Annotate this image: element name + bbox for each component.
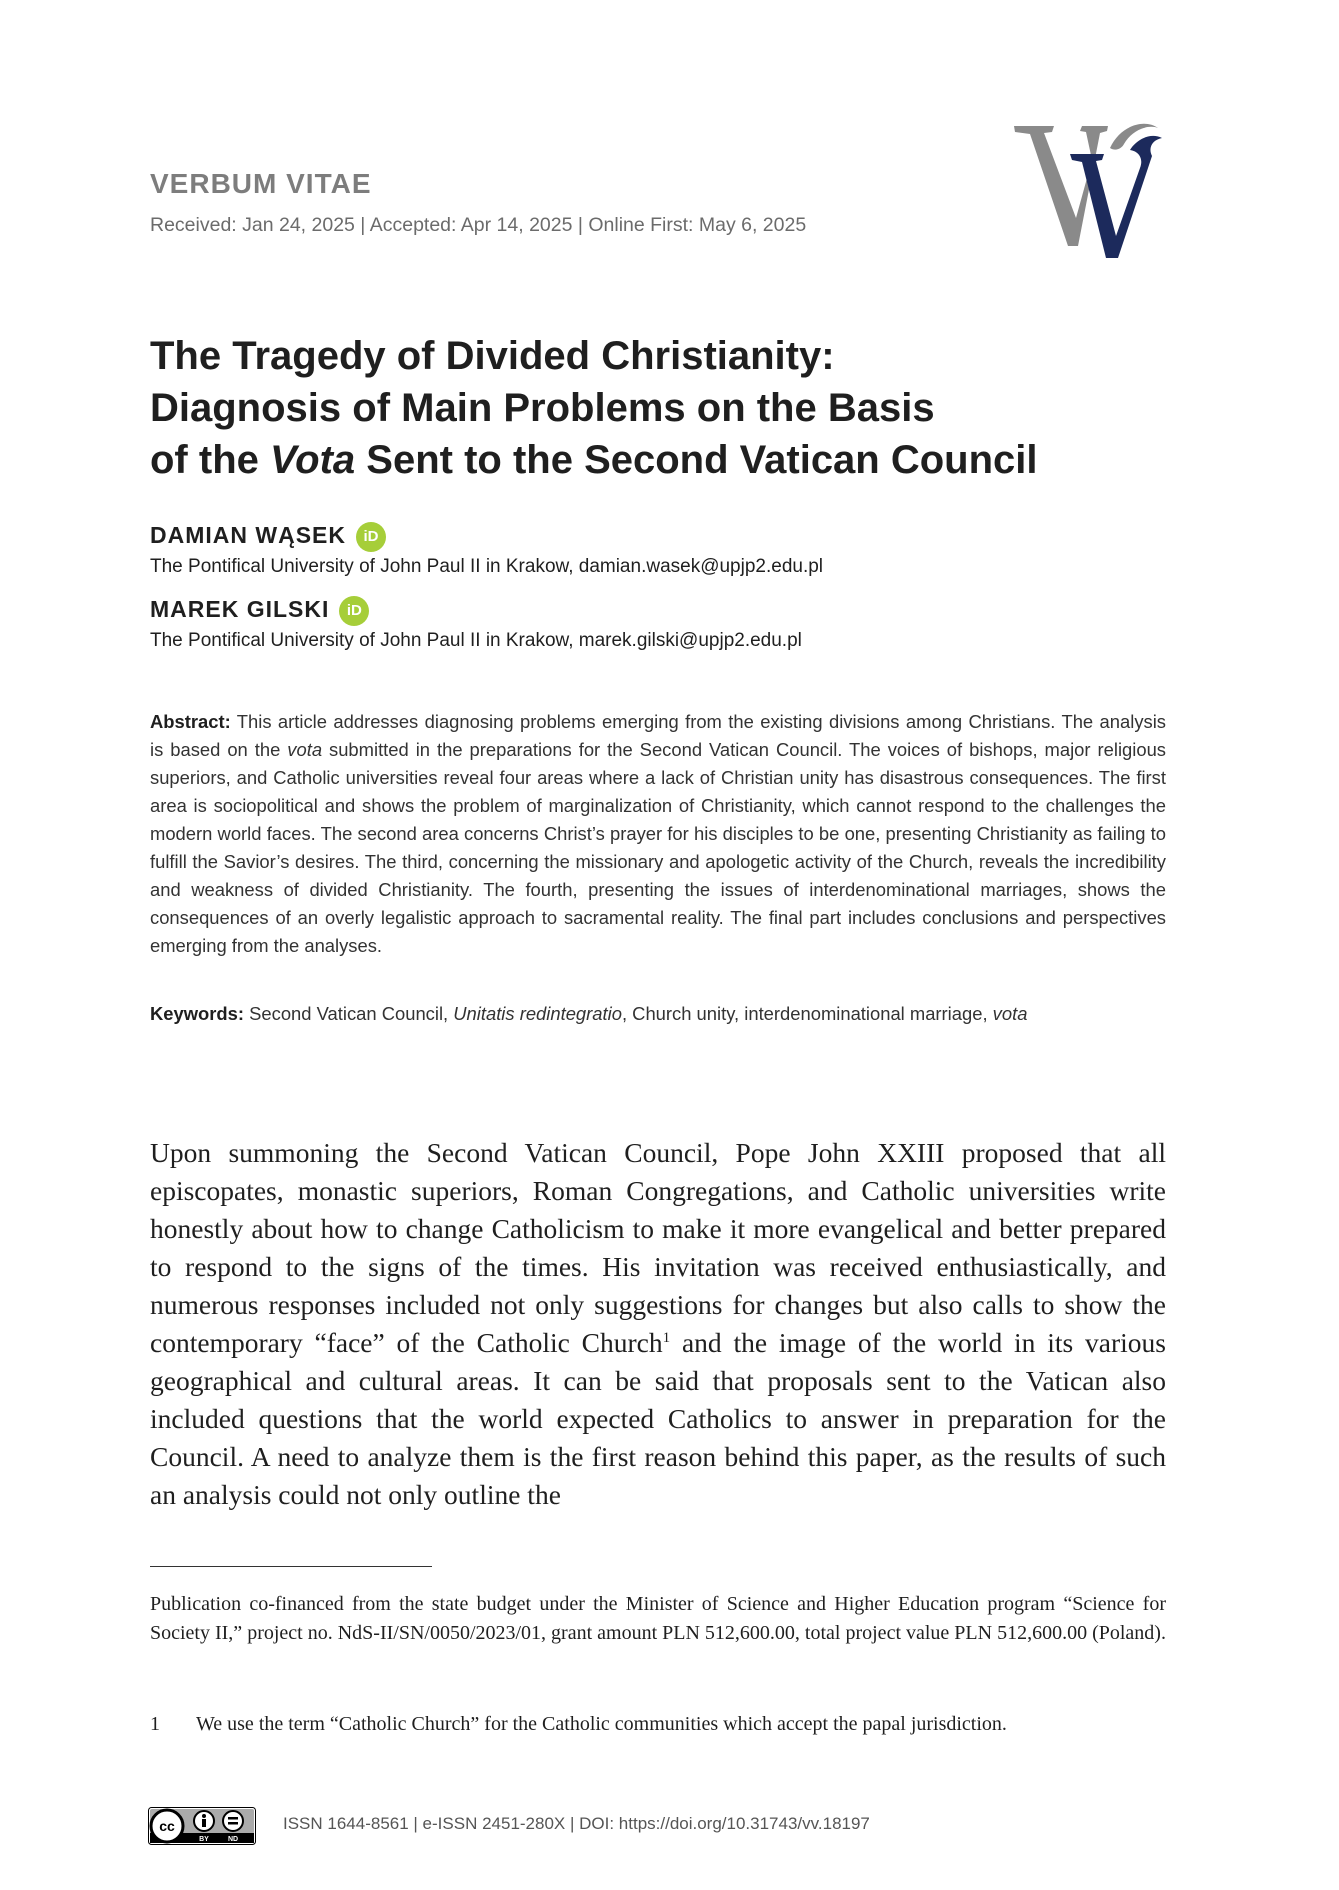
footnote-divider xyxy=(150,1566,432,1567)
keywords-italic-a: Unitatis redintegratio xyxy=(453,1003,622,1024)
funding-note: Publication co-financed from the state budget under the Minister of Science and Higher Education program “Science for Society II,” project no. NdS-II/SN/0050/2023/01, grant amount PLN 512,600.00, total project value PLN 512,600.00 (Poland). xyxy=(150,1593,1166,1644)
orcid-icon[interactable]: iD xyxy=(339,596,369,626)
abstract-text-a: This article addresses diagnosing problems emerging from the existing divisions among Christians. The analysis is based on the xyxy=(150,711,1166,760)
title-line-2: Diagnosis of Main Problems on the Basis xyxy=(150,386,935,430)
title-line-3 xyxy=(150,434,1200,486)
article-title xyxy=(150,330,1200,486)
author-1-name xyxy=(150,522,386,552)
publication-dates: Received: Jan 24, 2025 | Accepted: Apr 14, 2025 | Online First: May 6, 2025 xyxy=(150,214,807,236)
title-italic-vota: Vota xyxy=(269,438,356,482)
body-text-a: Upon summoning the Second Vatican Council, Pope John XXIII proposed that all episcopates, monastic superiors, Roman Congregations, and Catholic universities write honestly about how to change Catholicism to make it more evangelical and better prepared to respond to the signs of the times. His invitation was received enthusiastically, and numerous responses included not only suggestions for changes but also calls to show the contemporary “face” of the Catholic Church xyxy=(150,1137,1166,1358)
journal-name: VERBUM VITAE xyxy=(150,168,372,199)
svg-text:ND: ND xyxy=(227,1836,239,1843)
abstract xyxy=(150,708,1166,960)
body-text-b: and the image of the world in its various geographical and cultural areas. It can be said that proposals sent to the Vatican also included questions that the world expected Catholics to answer in preparation for the Council. A need to analyze them is the first reason behind this paper, as the results of such an analysis could not only outline the xyxy=(150,1327,1166,1510)
author-2-name xyxy=(150,596,369,626)
abstract-text-b: submitted in the preparations for the Second Vatican Council. The voices of bishops, major religious superiors, and Catholic universities reveal four areas where a lack of Christian unity has disastrous consequences. The first area is sociopolitical and shows the problem of marginalization of Christianity, which cannot respond to the challenges the modern world faces. The second area concerns Christ’s prayer for his disciples to be one, presenting Christianity as failing to fulfill the Savior’s desires. The third, concerning the missionary and apologetic activity of the Church, reveals the incredibility and weakness of divided Christianity. The fourth, presenting the issues of interdenominational marriages, shows the consequences of an overly legalistic approach to sacramental reality. The final part includes conclusions and perspectives emerging from the analyses. xyxy=(150,739,1166,956)
cc-license-icon[interactable] xyxy=(148,1807,256,1845)
author-1-affiliation: The Pontifical University of John Paul II in Krakow, damian.wasek@upjp2.edu.pl xyxy=(150,556,824,577)
author-2-affiliation: The Pontifical University of John Paul II in Krakow, marek.gilski@upjp2.edu.pl xyxy=(150,630,802,651)
title-line-3-pre: of the xyxy=(150,438,270,482)
keywords-italic-b: vota xyxy=(992,1003,1028,1024)
title-line-3-post: Sent to the Second Vatican Council xyxy=(355,438,1038,482)
author-1-name-text: DAMIAN WĄSEK xyxy=(150,522,346,549)
abstract-label: Abstract: xyxy=(150,711,231,732)
abstract-italic: vota xyxy=(287,739,323,760)
orcid-icon[interactable]: iD xyxy=(356,522,386,552)
footnote-1-number: 1 xyxy=(150,1713,160,1735)
body-paragraph xyxy=(150,1134,1166,1514)
footnote-1 xyxy=(150,1710,1166,1739)
keywords-text-a: Second Vatican Council, xyxy=(244,1003,454,1024)
keywords xyxy=(150,1000,1166,1028)
title-line-1: The Tragedy of Divided Christianity: xyxy=(150,334,835,378)
author-2-name-text: MAREK GILSKI xyxy=(150,596,330,623)
issn-doi-line: ISSN 1644-8561 | e-ISSN 2451-280X | DOI: https://doi.org/10.31743/vv.18197 xyxy=(283,1814,870,1833)
keywords-text-b: , Church unity, interdenominational marriage, xyxy=(621,1003,993,1024)
svg-text:cc: cc xyxy=(159,1818,175,1834)
keywords-label: Keywords: xyxy=(150,1003,245,1024)
footnote-ref-1[interactable]: 1 xyxy=(662,1329,671,1346)
footnote-1-text: We use the term “Catholic Church” for the Catholic communities which accept the papal jurisdiction. xyxy=(196,1713,1007,1735)
svg-text:BY: BY xyxy=(199,1836,209,1843)
journal-logo xyxy=(1012,118,1162,268)
